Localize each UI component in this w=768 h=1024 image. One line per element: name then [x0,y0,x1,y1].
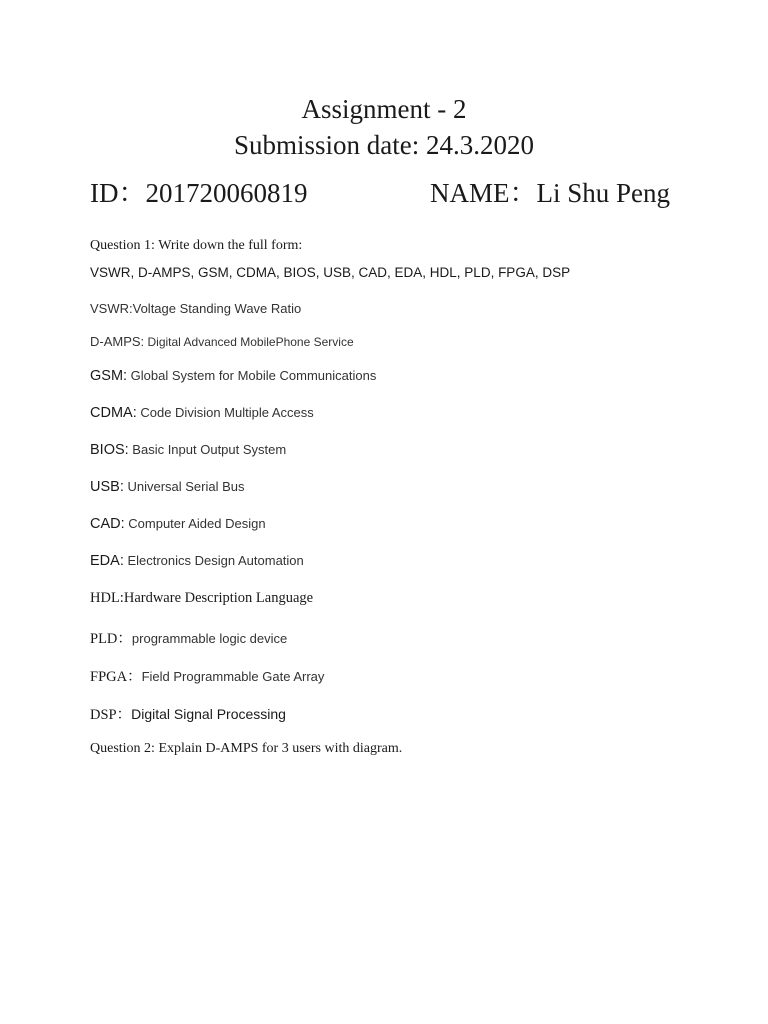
student-id: ID：201720060819 [90,178,308,208]
assignment-title: Assignment - 2 [301,94,467,124]
answer-gsm [90,367,376,385]
answer-full-form: programmable logic device [131,631,288,646]
answer-bios [90,441,286,459]
student-name: NAME：Li Shu Peng [430,178,671,208]
answer-term: PLD： [90,631,132,647]
answer-hdl [90,590,313,607]
submission-date: Submission date: 24.3.2020 [233,130,534,160]
answer-term: D-AMPS: [90,334,145,349]
answer-eda [90,552,304,570]
answer-full-form: Digital Advanced MobilePhone Service [144,335,354,349]
answer-vswr [90,300,301,318]
answer-full-form: Hardware Description Language [123,590,314,606]
answer-full-form: Field Programmable Gate Array [141,669,325,684]
answer-cad [90,515,266,533]
answer-full-form: Voltage Standing Wave Ratio [132,301,302,316]
answer-full-form: Universal Serial Bus [123,479,245,494]
answer-term: VSWR: [90,301,133,316]
answer-term: FPGA： [90,669,142,685]
answer-term: GSM: [90,368,128,384]
answer-term: DSP： [90,707,132,723]
answer-term: HDL: [90,590,124,606]
answer-full-form: Digital Signal Processing [131,706,286,722]
answer-term: CAD: [90,516,125,532]
question-1-terms: VSWR, D-AMPS, GSM, CDMA, BIOS, USB, CAD, EDA, HDL, PLD, FPGA, DSP [90,265,571,280]
answer-full-form: Electronics Design Automation [123,553,304,568]
answer-full-form: Global System for Mobile Communications [127,368,377,383]
answer-pld [90,627,287,648]
question-1-prompt: Question 1: Write down the full form: [90,238,303,253]
answer-usb [90,478,245,496]
answer-cdma [90,404,314,422]
answer-term: CDMA: [90,405,137,421]
answer-term: BIOS: [90,442,129,458]
answer-term: USB: [90,479,124,495]
answer-full-form: Code Division Multiple Access [136,405,314,420]
question-2-prompt: Question 2: Explain D-AMPS for 3 users with diagram. [90,741,403,756]
answer-full-form: Computer Aided Design [124,516,266,531]
answer-fpga [90,665,324,686]
answer-d-amps [90,333,354,351]
answer-full-form: Basic Input Output System [128,442,287,457]
answer-dsp [90,703,286,724]
answer-term: EDA: [90,553,124,569]
